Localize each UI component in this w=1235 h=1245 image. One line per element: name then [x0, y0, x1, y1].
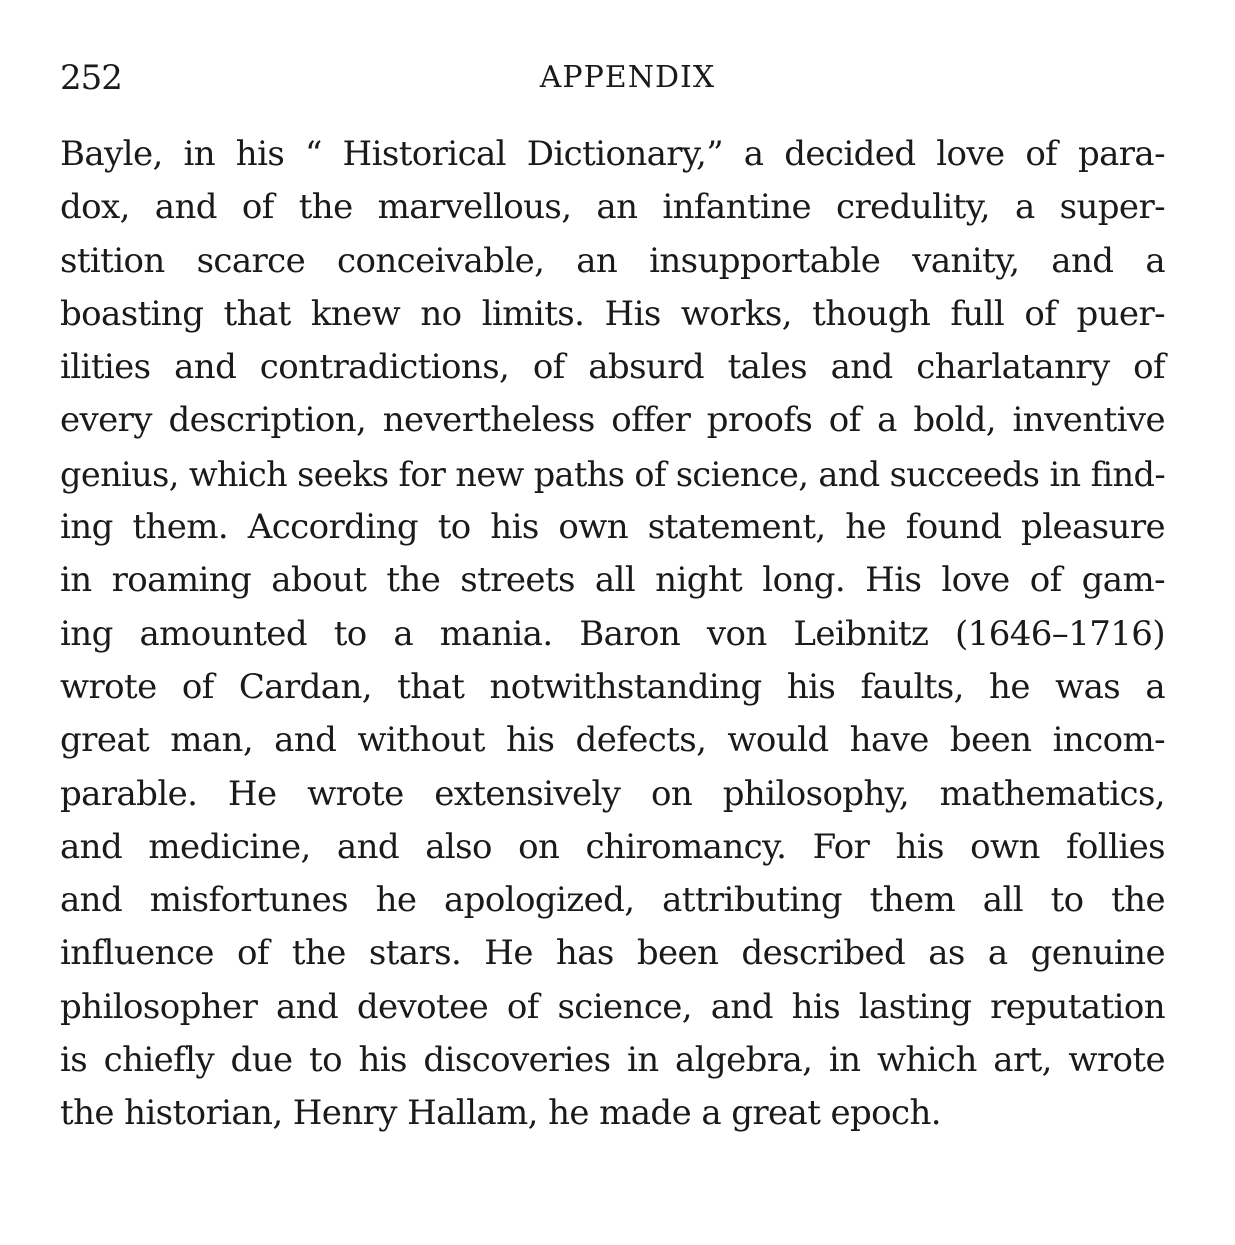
text-line: every description, nevertheless offer proofs of a bold, inventive	[60, 400, 1165, 441]
text-line: philosopher and devotee of science, and his lasting reputation	[60, 986, 1165, 1027]
text-line: and medicine, and also on chiromancy. For his own follies	[60, 826, 1165, 867]
text-line: ilities and contradictions, of absurd tales and charlatanry of	[60, 347, 1165, 388]
text-line: in roaming about the streets all night long. His love of gam-	[60, 560, 1165, 601]
text-line: parable. He wrote extensively on philosophy, mathematics,	[60, 773, 1165, 814]
text-line: wrote of Cardan, that notwithstanding his faults, he was a	[60, 666, 1165, 707]
page-number: 252	[60, 58, 122, 98]
text-line: boasting that knew no limits. His works, though full of puer-	[60, 293, 1165, 334]
text-line: and misfortunes he apologized, attributing them all to the	[60, 880, 1165, 921]
body-paragraph	[60, 128, 1165, 1141]
text-line: Bayle, in his “ Historical Dictionary,” a decided love of para-	[60, 134, 1165, 174]
text-line: stition scarce conceivable, an insupportable vanity, and a	[60, 240, 1165, 281]
text-line: ing amounted to a mania. Baron von Leibnitz (1646–1716)	[60, 613, 1165, 654]
text-line: ing them. According to his own statement, he found pleasure	[60, 507, 1165, 548]
text-line: the historian, Henry Hallam, he made a great epoch.	[60, 1093, 941, 1134]
running-head	[60, 58, 1165, 102]
running-title: APPENDIX	[539, 60, 716, 95]
text-line: influence of the stars. He has been described as a genuine	[60, 933, 1165, 974]
text-line: great man, and without his defects, would have been incom-	[60, 720, 1165, 761]
text-line: is chiefly due to his discoveries in algebra, in which art, wrote	[60, 1040, 1165, 1081]
text-line: genius, which seeks for new paths of science, and succeeds in find-	[60, 454, 1166, 494]
text-line: dox, and of the marvellous, an infantine credulity, a super-	[60, 187, 1165, 228]
